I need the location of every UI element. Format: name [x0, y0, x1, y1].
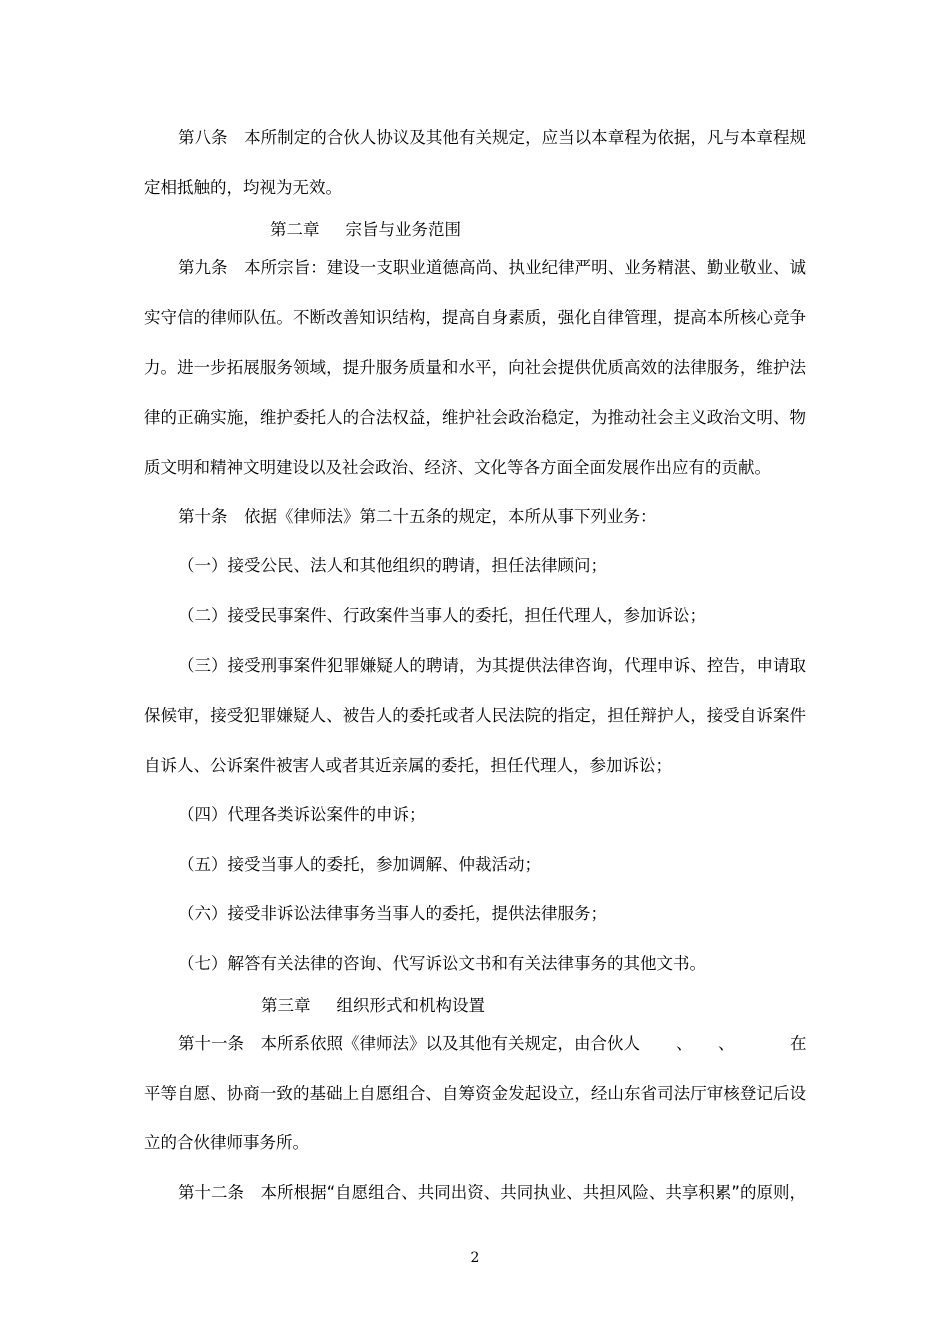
chapter-3-heading	[261, 995, 485, 1017]
article-9-line-5: 质文明和精神文明建设以及社会政治、经济、文化等各方面全面发展作出应有的贡献。	[144, 458, 771, 477]
article-10-item-1: （一）接受公民、法人和其他组织的聘请，担任法律顾问；	[178, 556, 607, 575]
article-10-item-3-line-3: 自诉人、公诉案件被害人或者其近亲属的委托，担任代理人，参加诉讼；	[144, 756, 672, 775]
article-9-line-3: 力。进一步拓展服务领域，提升服务质量和水平，向社会提供优质高效的法律服务，维护法	[144, 358, 806, 377]
page-number: 2	[470, 1250, 480, 1266]
chapter-2-label: 第二章	[270, 220, 320, 239]
article-10-item-3-line-2: 保候审，接受犯罪嫌疑人、被告人的委托或者人民法院的指定，担任辩护人，接受自诉案件	[144, 706, 806, 725]
article-11-blank-separator-1: 、	[676, 1034, 693, 1053]
chapter-2-heading	[270, 219, 461, 241]
article-11-blank-separator-2: 、	[718, 1034, 735, 1053]
chapter-3-title: 组织形式和机构设置	[336, 996, 485, 1015]
article-11-line-2: 平等自愿、协商一致的基础上自愿组合、自筹资金发起设立，经山东省司法厅审核登记后设	[144, 1084, 806, 1103]
article-9-line-4: 律的正确实施，维护委托人的合法权益，维护社会政治稳定，为推动社会主义政治文明、物	[144, 408, 806, 427]
article-11-line-1-main: 第十一条 本所系依照《律师法》以及其他有关规定，由合伙人	[178, 1034, 640, 1053]
article-9-line-1: 第九条 本所宗旨：建设一支职业道德高尚、执业纪律严明、业务精湛、勤业敬业、诚	[178, 258, 806, 277]
chapter-3-label: 第三章	[261, 996, 311, 1015]
article-10-item-3-line-1: （三）接受刑事案件犯罪嫌疑人的聘请，为其提供法律咨询，代理申诉、控告，申请取	[178, 656, 806, 675]
article-8-line-1: 第八条 本所制定的合伙人协议及其他有关规定，应当以本章程为依据，凡与本章程规	[178, 128, 806, 147]
chapter-2-title: 宗旨与业务范围	[345, 220, 461, 239]
article-10-item-6: （六）接受非诉讼法律事务当事人的委托，提供法律服务；	[178, 904, 607, 923]
article-11-line-1-end: 在	[790, 1034, 807, 1053]
article-11-line-3: 立的合伙律师事务所。	[144, 1133, 309, 1152]
article-10-item-4: （四）代理各类诉讼案件的申诉；	[178, 805, 426, 824]
article-10-intro: 第十条 依据《律师法》第二十五条的规定，本所从事下列业务：	[178, 507, 657, 526]
article-8-line-2: 定相抵触的，均视为无效。	[144, 178, 342, 197]
article-10-item-7: （七）解答有关法律的咨询、代写诉讼文书和有关法律事务的其他文书。	[178, 954, 706, 973]
article-10-item-2: （二）接受民事案件、行政案件当事人的委托，担任代理人，参加诉讼；	[178, 606, 706, 625]
article-10-item-5: （五）接受当事人的委托，参加调解、仲裁活动；	[178, 855, 541, 874]
article-12-line-1: 第十二条 本所根据“自愿组合、共同出资、共同执业、共担风险、共享积累”的原则，	[178, 1183, 806, 1202]
article-9-line-2: 实守信的律师队伍。不断改善知识结构，提高自身素质，强化自律管理，提高本所核心竞争	[144, 308, 806, 327]
